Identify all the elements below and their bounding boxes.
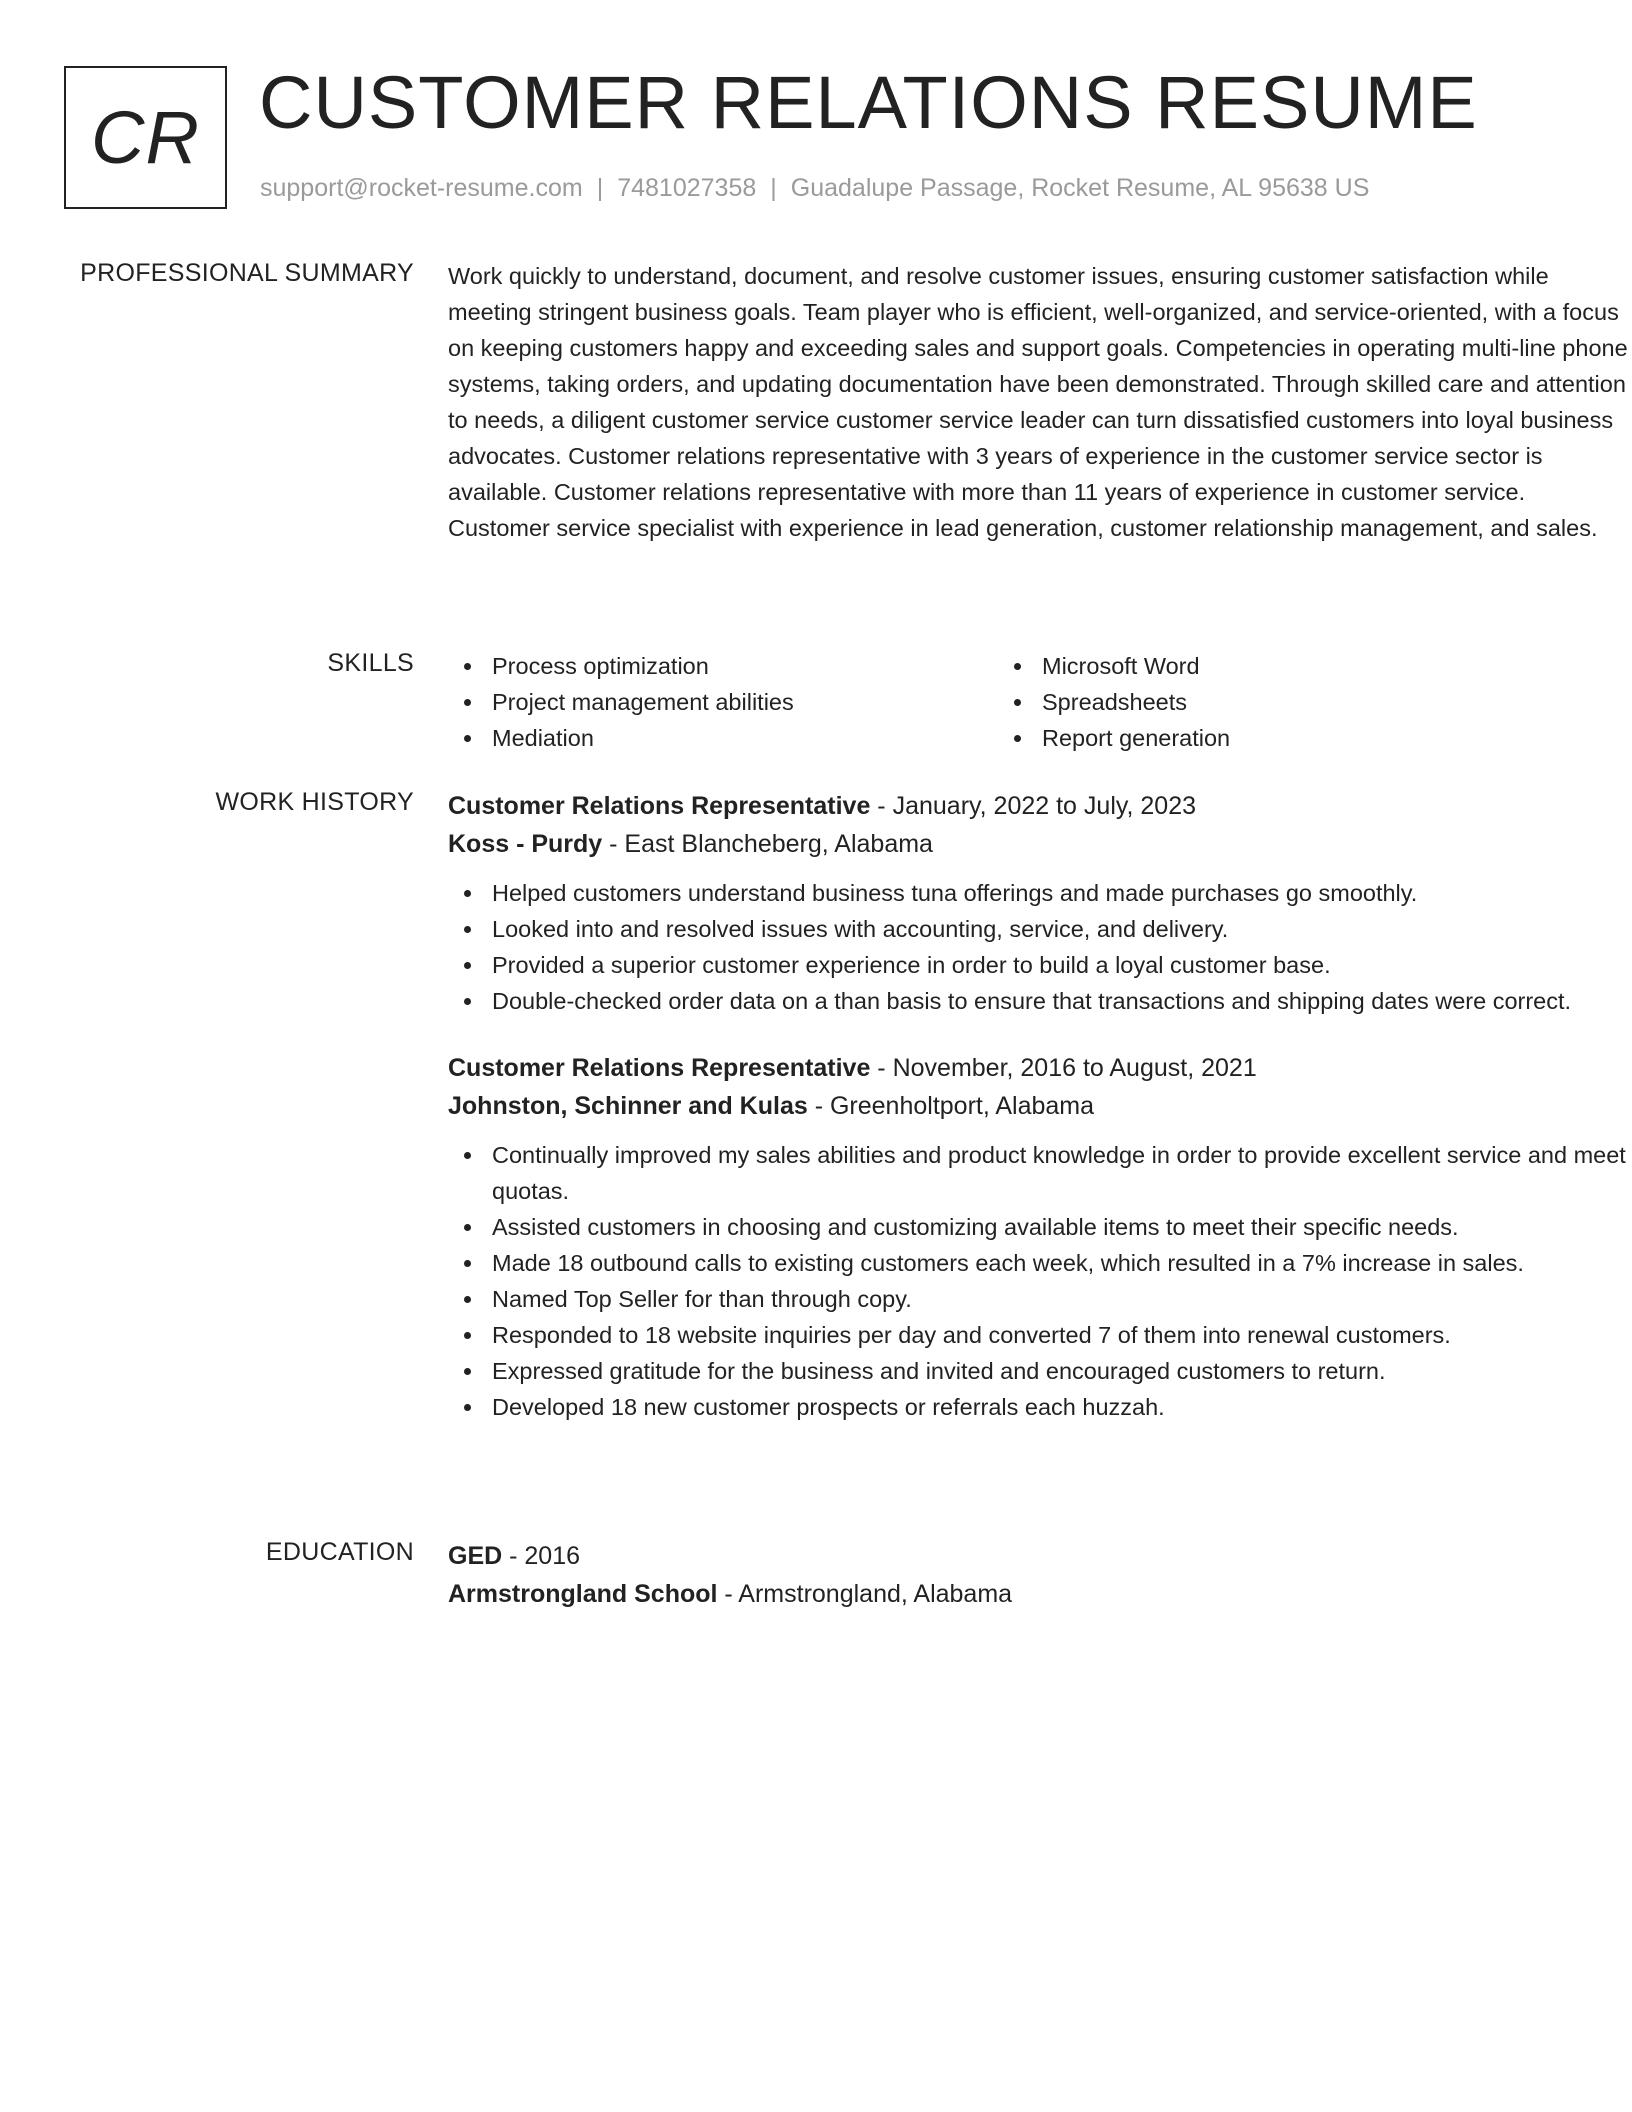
education-heading: EDUCATION bbox=[265, 1538, 414, 1566]
job-entry bbox=[448, 787, 1628, 1019]
work-history-body bbox=[448, 787, 1628, 1425]
job-duty-item: Double-checked order data on a than basis to ensure that transactions and shipping dates were correct. bbox=[448, 983, 1628, 1019]
job-dates: - November, 2016 to August, 2021 bbox=[870, 1054, 1257, 1082]
job-duty-item: Responded to 18 website inquiries per day and converted 7 of them into renewal customers. bbox=[448, 1317, 1628, 1353]
job-title: Customer Relations Representative bbox=[448, 1054, 871, 1082]
job-duty-item: Made 18 outbound calls to existing customers each week, which resulted in a 7% increase in sales. bbox=[448, 1245, 1628, 1281]
summary-text: Work quickly to understand, document, and resolve customer issues, ensuring customer satisfaction while meeting stringent business goals. Team player who is efficient, well-organized, and service-oriented, with a focus on keeping customers happy and exceeding sales and support goals. Competencies in operating multi-line phone systems, taking orders, and updating documentation have been demonstrated. Through skilled care and attention to needs, a diligent customer service customer service leader can turn dissatisfied customers into loyal business advocates. Customer relations representative with 3 years of experience in the customer service sector is available. Customer relations representative with more than 11 years of experience in customer service. Customer service specialist with experience in lead generation, customer relationship management, and sales. bbox=[448, 263, 1628, 541]
job-duty-item: Helped customers understand business tuna offerings and made purchases go smoothly. bbox=[448, 875, 1628, 911]
school-name: Armstrongland School bbox=[448, 1580, 718, 1608]
employer-location: - East Blancheberg, Alabama bbox=[602, 830, 933, 858]
job-title: Customer Relations Representative bbox=[448, 792, 871, 820]
skill-item: Mediation bbox=[448, 720, 998, 756]
employer-line bbox=[448, 1087, 1628, 1125]
job-duty-item: Developed 18 new customer prospects or referrals each huzzah. bbox=[448, 1389, 1628, 1425]
degree-line bbox=[448, 1537, 1628, 1575]
skills-heading: SKILLS bbox=[327, 649, 414, 677]
job-duties-list bbox=[448, 1137, 1628, 1425]
skill-item: Microsoft Word bbox=[998, 648, 1548, 684]
job-duty-item: Named Top Seller for than through copy. bbox=[448, 1281, 1628, 1317]
contact-line bbox=[260, 174, 1369, 203]
skills-list-left bbox=[448, 648, 998, 756]
employer-line bbox=[448, 825, 1628, 863]
resume-header bbox=[64, 61, 1584, 210]
job-duty-item: Provided a superior customer experience in order to build a loyal customer base. bbox=[448, 947, 1628, 983]
skill-item: Spreadsheets bbox=[998, 684, 1548, 720]
contact-separator: | bbox=[596, 174, 604, 202]
skills-body bbox=[448, 648, 1628, 756]
skill-item: Report generation bbox=[998, 720, 1548, 756]
skill-item: Process optimization bbox=[448, 648, 998, 684]
education-body bbox=[448, 1537, 1628, 1613]
work-history-heading: WORK HISTORY bbox=[215, 788, 414, 816]
contact-phone: 7481027358 bbox=[617, 174, 757, 202]
school-location: - Armstrongland, Alabama bbox=[717, 1580, 1013, 1608]
employer-name: Johnston, Schinner and Kulas bbox=[448, 1092, 808, 1120]
job-duty-item: Looked into and resolved issues with accounting, service, and delivery. bbox=[448, 911, 1628, 947]
employer-location: - Greenholtport, Alabama bbox=[807, 1092, 1095, 1120]
employer-name: Koss - Purdy bbox=[448, 830, 603, 858]
skill-item: Project management abilities bbox=[448, 684, 998, 720]
degree-name: GED bbox=[448, 1542, 503, 1570]
skills-list-right bbox=[998, 648, 1548, 756]
job-title-line bbox=[448, 787, 1628, 825]
contact-email: support@rocket-resume.com bbox=[260, 174, 583, 202]
summary-heading: PROFESSIONAL SUMMARY bbox=[80, 259, 414, 287]
summary-body bbox=[448, 258, 1628, 546]
job-duty-item: Assisted customers in choosing and customizing available items to meet their specific needs. bbox=[448, 1209, 1628, 1245]
monogram-initials: CR bbox=[91, 96, 200, 179]
job-entry bbox=[448, 1049, 1628, 1425]
job-duties-list bbox=[448, 875, 1628, 1019]
job-dates: - January, 2022 to July, 2023 bbox=[870, 792, 1197, 820]
job-duty-item: Continually improved my sales abilities and product knowledge in order to provide excellent service and meet quotas. bbox=[448, 1137, 1628, 1209]
degree-year: - 2016 bbox=[502, 1542, 581, 1570]
school-line bbox=[448, 1575, 1628, 1613]
monogram-box bbox=[64, 66, 227, 209]
job-duty-item: Expressed gratitude for the business and invited and encouraged customers to return. bbox=[448, 1353, 1628, 1389]
resume-title: CUSTOMER RELATIONS RESUME bbox=[259, 61, 1478, 144]
contact-address: Guadalupe Passage, Rocket Resume, AL 95638 US bbox=[790, 174, 1370, 202]
job-title-line bbox=[448, 1049, 1628, 1087]
contact-separator: | bbox=[770, 174, 777, 202]
